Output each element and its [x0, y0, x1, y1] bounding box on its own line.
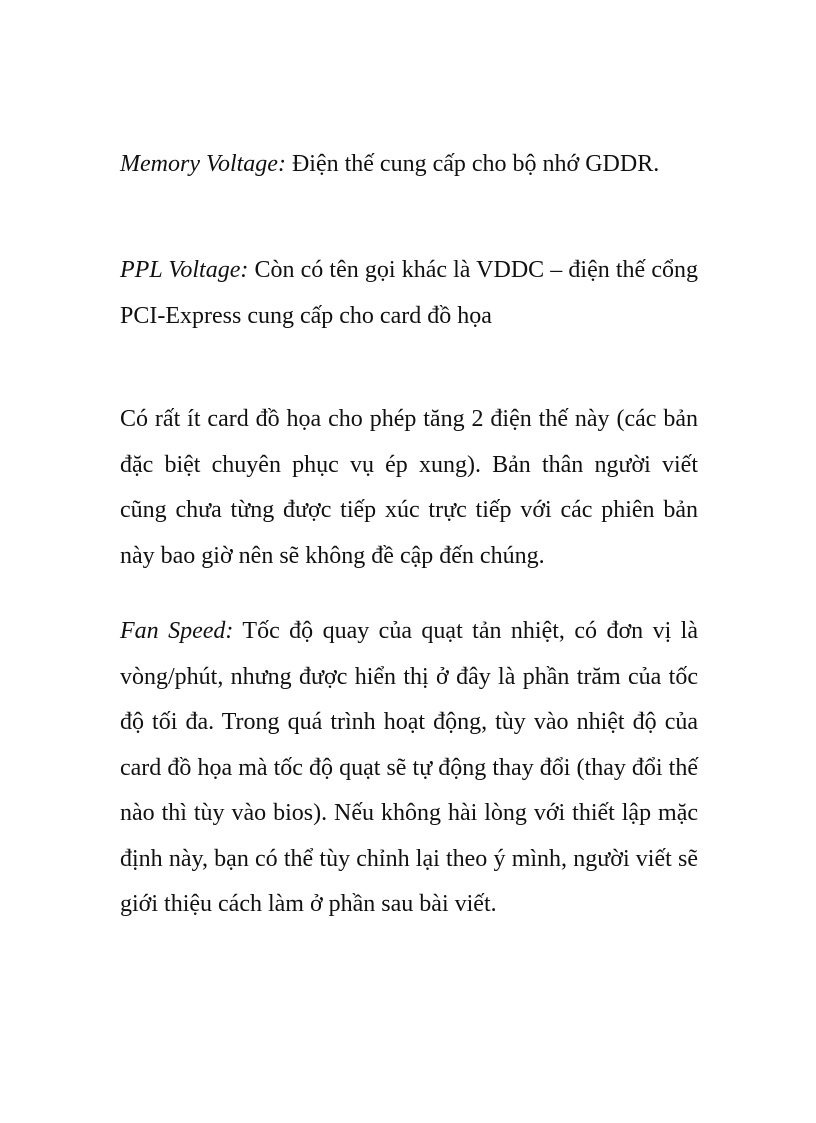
term-label: Memory Voltage:	[120, 151, 286, 177]
term-label: PPL Voltage:	[120, 257, 249, 283]
paragraph-text: Điện thế cung cấp cho bộ nhớ GDDR.	[285, 151, 660, 177]
paragraph-ppl-voltage	[120, 248, 698, 339]
paragraph-fan-speed	[120, 609, 698, 928]
paragraph-note	[120, 397, 698, 579]
paragraph-memory-voltage	[120, 142, 698, 188]
paragraph-text: Còn có tên gọi khác là VDDC – điện thế cổng PCI-Express cung cấp cho card đồ họa	[120, 257, 698, 329]
paragraph-text: Có rất ít card đồ họa cho phép tăng 2 điện thế này (các bản đặc biệt chuyên phục vụ ép xung). Bản thân người viết cũng chưa từng được tiếp xúc trực tiếp với các phiên bản này bao giờ nên sẽ không đề cập đến chúng.	[120, 406, 698, 569]
term-label: Fan Speed:	[120, 618, 234, 644]
paragraph-text: Tốc độ quay của quạt tản nhiệt, có đơn vị là vòng/phút, nhưng được hiển thị ở đây là phần trăm của tốc độ tối đa. Trong quá trình hoạt động, tùy vào nhiệt độ của card đồ họa mà tốc độ quạt sẽ tự động thay đổi (thay đổi thế nào thì tùy vào bios). Nếu không hài lòng với thiết lập mặc định này, bạn có thể tùy chỉnh lại theo ý mình, người viết sẽ giới thiệu cách làm ở phần sau bài viết.	[120, 618, 699, 917]
